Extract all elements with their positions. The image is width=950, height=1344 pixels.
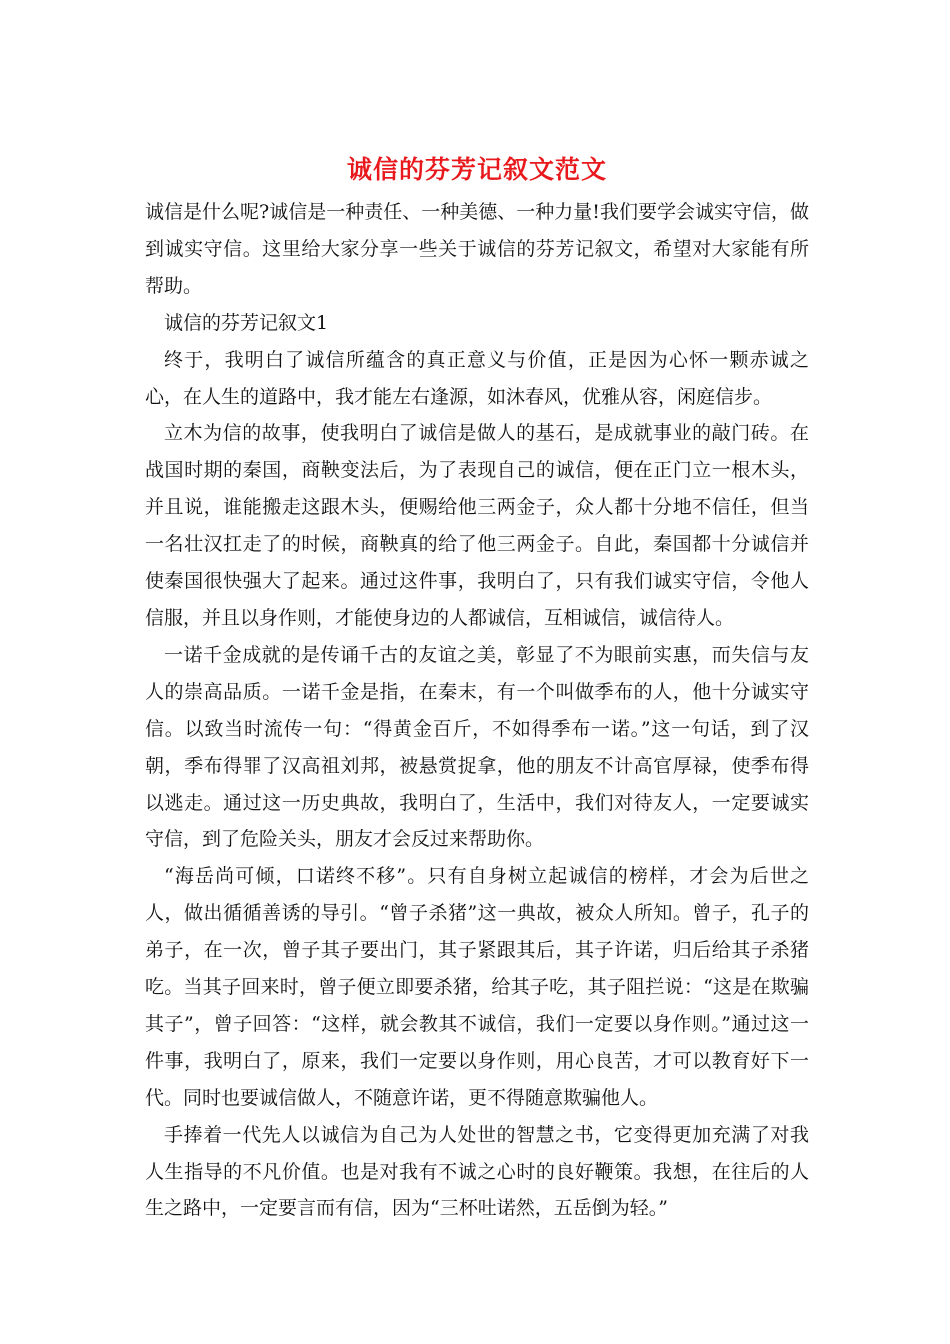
intro-paragraph: 诚信是什么呢?诚信是一种责任、一种美德、一种力量!我们要学会诚实守信，做到诚实守信。这里给大家分享一些关于诚信的芬芳记叙文，希望对大家能有所帮助。 xyxy=(145,201,809,297)
section-heading: 诚信的芬芳记叙文1 xyxy=(164,311,329,334)
body-paragraph: “海岳尚可倾，口诺终不移”。只有自身树立起诚信的榜样，才会为后世之人，做出循循善诱的导引。“曾子杀猪”这一典故，被众人所知。曾子，孔子的弟子，在一次，曾子其子要出门，其子紧跟其后，其子许诺，归后给其子杀猪吃。当其子回来时，曾子便立即要杀猪，给其子吃，其子阻拦说：“这是在欺骗其子”，曾子回答：“这样，就会教其不诚信，我们一定要以身作则。”通过这一件事，我明白了，原来，我们一定要以身作则，用心良苦，才可以教育好下一代。同时也要诚信做人，不随意许诺，更不得随意欺骗他人。 xyxy=(145,865,809,1109)
document-title: 诚信的芬芳记叙文范文 xyxy=(346,155,607,184)
body-paragraph: 立木为信的故事，使我明白了诚信是做人的基石，是成就事业的敲门砖。在战国时期的秦国，商鞅变法后，为了表现自己的诚信，便在正门立一根木头，并且说，谁能搬走这跟木头，便赐给他三两金子，众人都十分地不信任，但当一名壮汉扛走了的时候，商鞅真的给了他三两金子。自此，秦国都十分诚信并使秦国很快强大了起来。通过这件事，我明白了，只有我们诚实守信，令他人信服，并且以身作则，才能使身边的人都诚信，互相诚信，诚信待人。 xyxy=(145,422,809,629)
body-paragraph: 一诺千金成就的是传诵千古的友谊之美，彰显了不为眼前实惠，而失信与友人的崇高品质。一诺千金是指，在秦末，有一个叫做季布的人，他十分诚实守信。以致当时流传一句：“得黄金百斤，不如得季布一诺。”这一句话，到了汉朝，季布得罪了汉高祖刘邦，被悬赏捉拿，他的朋友不计高官厚禄，使季布得以逃走。通过这一历史典故，我明白了，生活中，我们对待友人，一定要诚实守信，到了危险关头，朋友才会反过来帮助你。 xyxy=(145,643,809,851)
body-paragraph: 终于，我明白了诚信所蕴含的真正意义与价值，正是因为心怀一颗赤诚之心，在人生的道路中，我才能左右逢源，如沐春风，优雅从容，闲庭信步。 xyxy=(145,348,809,408)
body-paragraph: 手捧着一代先人以诚信为自己为人处世的智慧之书，它变得更加充满了对我人生指导的不凡价值。也是对我有不诚之心时的良好鞭策。我想，在往后的人生之路中，一定要言而有信，因为“三杯吐诺然，五岳倒为轻。” xyxy=(145,1123,809,1220)
document-body xyxy=(145,148,809,1227)
